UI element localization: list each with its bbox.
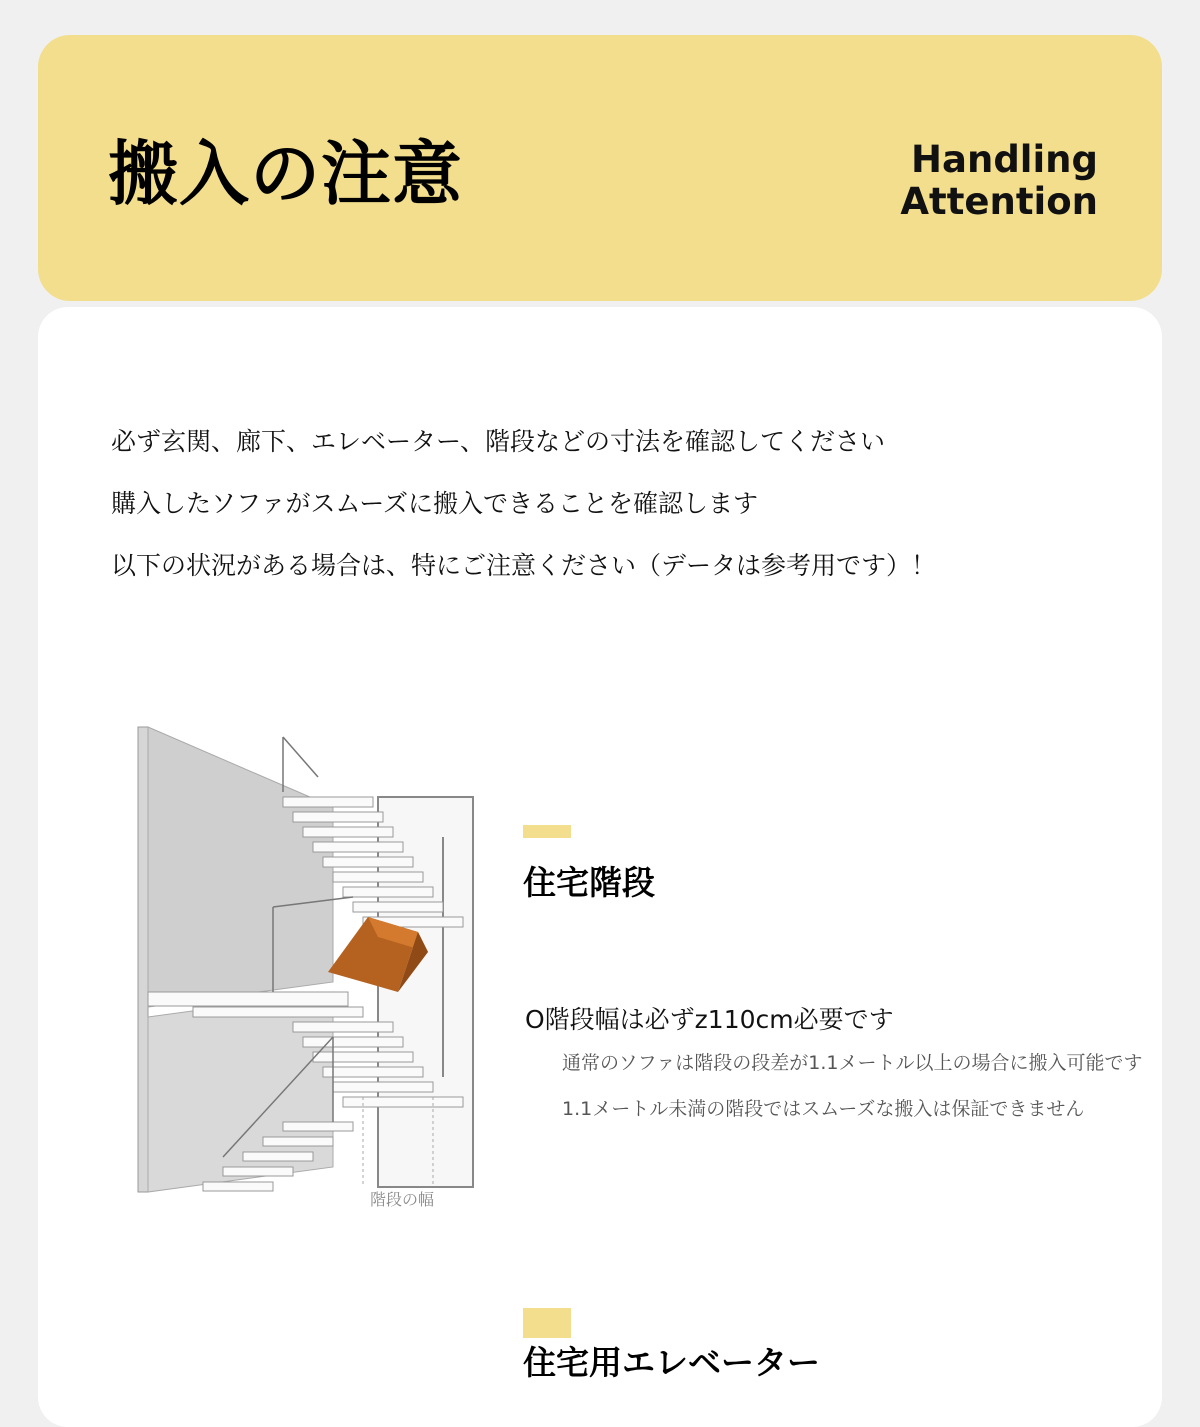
page-title: 搬入の注意	[108, 133, 463, 215]
page-subtitle-line1: Handling	[911, 138, 1098, 181]
intro-line-2: 購入したソファがスムーズに搬入できることを確認します	[111, 489, 759, 518]
staircase-illustration	[133, 717, 483, 1217]
illustration-caption: 階段の幅	[370, 1190, 435, 1209]
intro-text	[111, 427, 936, 613]
stairs-note-1: 通常のソファは階段の段差が1.1メートル以上の場合に搬入可能です	[562, 1052, 1143, 1074]
page-subtitle	[900, 139, 1098, 223]
content-card	[38, 307, 1162, 1427]
elevator-accent-bar	[523, 1308, 571, 1338]
intro-line-1: 必ず玄関、廊下、エレベーター、階段などの寸法を確認してください	[111, 427, 886, 456]
stairs-section-lead: O階段幅は必ずz110cm必要です	[525, 1005, 894, 1034]
stairs-note-2: 1.1メートル未満の階段ではスムーズな搬入は保証できません	[562, 1098, 1085, 1120]
page-subtitle-line2: Attention	[900, 180, 1098, 223]
intro-line-3: 以下の状況がある場合は、特にご注意ください（データは参考用です）！	[111, 551, 937, 580]
elevator-section-title: 住宅用エレベーター	[523, 1343, 820, 1382]
stairs-accent-bar	[523, 825, 571, 838]
header-banner	[38, 35, 1162, 301]
stairs-section-title: 住宅階段	[523, 863, 655, 902]
